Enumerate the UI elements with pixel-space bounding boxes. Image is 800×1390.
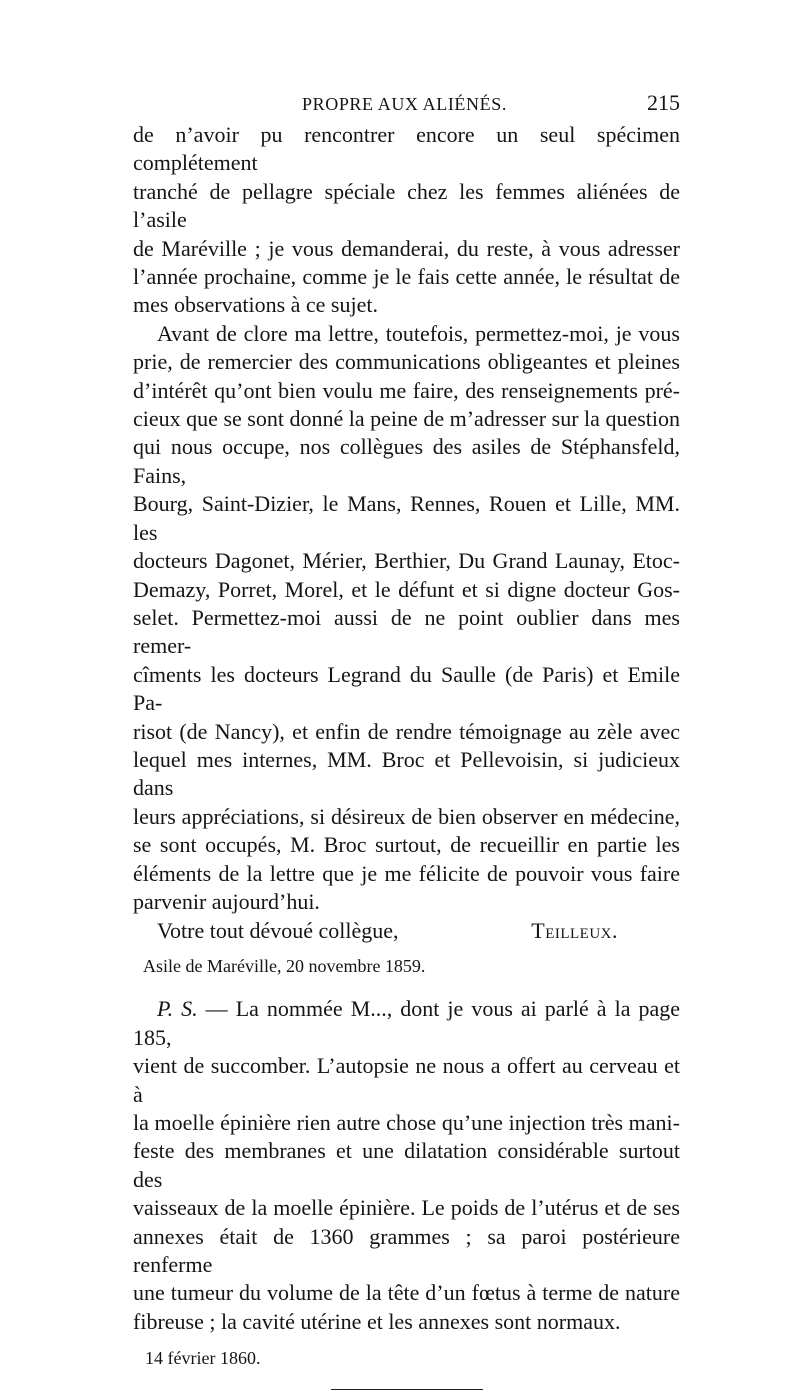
text-line: selet. Permettez-moi aussi de ne point oublier dans mes remer-	[133, 604, 680, 659]
running-header	[133, 90, 680, 124]
text-line: feste des membranes et une dilatation considérable surtout des	[133, 1138, 680, 1192]
paragraph-1	[133, 121, 680, 320]
text-line: la moelle épinière rien autre chose qu’une injection très mani-	[133, 1110, 680, 1135]
signature: Teilleux.	[531, 918, 618, 944]
text-line: docteurs Dagonet, Mérier, Berthier, Du Grand Launay, Etoc-	[133, 548, 680, 574]
text-line: d’intérêt qu’ont bien voulu me faire, des renseignements pré-	[133, 377, 680, 403]
postscript-date: 14 février 1860.	[145, 1348, 261, 1369]
page-body	[133, 121, 680, 1390]
text-line: parvenir aujourd’hui.	[133, 888, 320, 914]
salutation: Votre tout dévoué collègue,	[157, 918, 399, 944]
text-line: fibreuse ; la cavité utérine et les annexes sont normaux.	[133, 1308, 621, 1334]
text-line: de Maréville ; je vous demanderai, du reste, à vous adresser	[133, 235, 680, 261]
text-line: l’année prochaine, comme je le fais cette année, le résultat de	[133, 264, 680, 290]
text-line: cîments les docteurs Legrand du Saulle (de Paris) et Emile Pa-	[133, 661, 680, 716]
postscript-first-line: — La nommée M..., dont je vous ai parlé à la page 185,	[133, 996, 681, 1050]
text-line: vient de succomber. L’autopsie ne nous a offert au cerveau et à	[133, 1053, 680, 1107]
text-line: Demazy, Porret, Morel, et le défunt et si digne docteur Gos-	[133, 576, 680, 602]
text-line: leurs appréciations, si désireux de bien observer en médecine,	[133, 803, 680, 829]
text-line: annexes était de 1360 grammes ; sa paroi postérieure renferme	[133, 1223, 680, 1278]
postscript-label: P. S.	[157, 996, 198, 1022]
text-line: éléments de la lettre que je me félicite de pouvoir vous faire	[133, 860, 680, 886]
text-line	[133, 995, 680, 1052]
text-line: une tumeur du volume de la tête d’un fœtus à terme de nature	[133, 1280, 680, 1306]
closing-line	[133, 918, 680, 946]
page-number: 215	[647, 90, 680, 115]
text-line: risot (de Nancy), et enfin de rendre témoignage au zèle avec	[133, 718, 680, 744]
running-title: PROPRE AUX ALIÉNÉS.	[302, 94, 507, 114]
text-line: cieux que se sont donné la peine de m’adresser sur la question	[133, 406, 680, 432]
place-date: Asile de Maréville, 20 novembre 1859.	[143, 956, 426, 977]
text-line: tranché de pellagre spéciale chez les femmes aliénées de l’asile	[133, 178, 680, 233]
text-line: vaisseaux de la moelle épinière. Le poids de l’utérus et de ses	[133, 1195, 680, 1221]
text-line: prie, de remercier des communications obligeantes et pleines	[133, 349, 680, 375]
text-line: se sont occupés, M. Broc surtout, de recueillir en partie les	[133, 832, 680, 858]
postscript	[133, 995, 680, 1336]
text-line: de n’avoir pu rencontrer encore un seul spécimen complétement	[133, 122, 680, 176]
text-line: lequel mes internes, MM. Broc et Pellevoisin, si judicieux dans	[133, 746, 680, 801]
text-line: qui nous occupe, nos collègues des asiles de Stéphansfeld, Fains,	[133, 434, 680, 488]
text-line: Avant de clore ma lettre, toutefois, permettez-moi, je vous	[157, 320, 680, 346]
paragraph-2	[133, 320, 680, 917]
text-line: mes observations à ce sujet.	[133, 292, 378, 318]
text-line: Bourg, Saint-Dizier, le Mans, Rennes, Rouen et Lille, MM. les	[133, 491, 680, 545]
